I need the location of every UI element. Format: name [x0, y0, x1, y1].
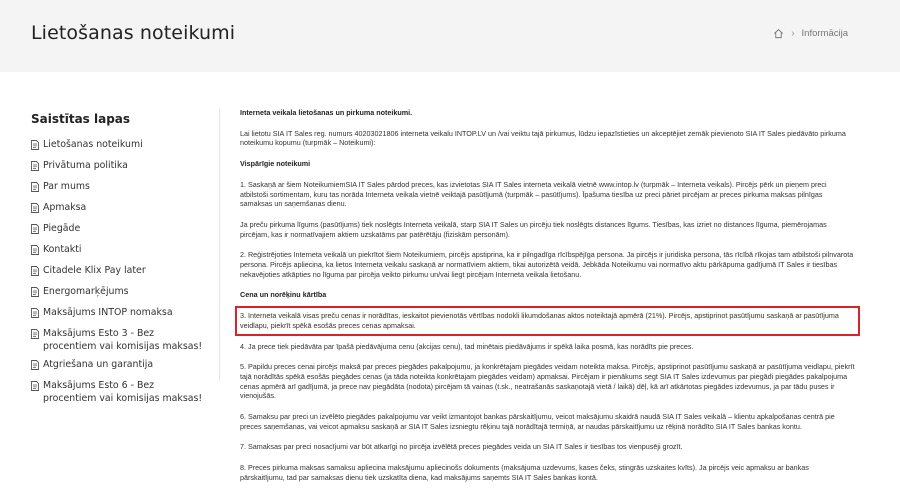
paragraph-3-highlighted: 3. Interneta veikalā visas preču cenas ir norādītas, ieskaitot pievienotās vērtības nodokli likumdošanas aktos noteiktajā apmērā (21%). Pircējs, apstiprinot pasūtījumu saskaņā ar pasūtījuma veidlapu, piekrīt spēkā esošās preces cenas apmaksai.	[240, 311, 855, 330]
document-icon	[31, 360, 39, 374]
paragraph-4: 4. Ja prece tiek piedāvāta par īpašā piedāvājuma cenu (akcijas cenu), tad minētais piedāvājums ir spēkā laika posmā, kas norādīts pie preces.	[240, 341, 694, 351]
content-heading: Interneta veikala lietošanas un pirkuma noteikumi.	[240, 108, 413, 117]
divider	[219, 109, 220, 381]
sidebar-link-label: Apmaksa	[43, 202, 87, 213]
sidebar-list	[31, 138, 206, 405]
document-icon	[31, 140, 39, 154]
paragraph-1b: Ja preču pirkuma līgums (pasūtījums) tiek noslēgts Interneta veikalā, starp SIA IT Sales un pircēju tiek noslēgts distances līgums. Tiesības, kas izriet no distances līguma, piemērojamas pircējam, kas ir normatīvajiem aktiem uzskatāms par patērētāju (fiziskām personām).	[240, 219, 827, 239]
document-icon	[31, 329, 39, 343]
sidebar	[31, 112, 206, 410]
breadcrumb	[773, 28, 848, 39]
paragraph-5: 5. Papildu preces cenai pircējs maksā par preces piegādes pakalpojumu, ja konkrētajam piegādes veidam noteikta maksa. Pircējs, apstiprinot pasūtījumu saskaņā ar pasūtījuma veidlapu, piekrīt tajā norādītās spēkā esošās piegādes cenas (ja tāda noteikta konkrētajam piegādes veidam) apmaksai. Pircējam ir pienākums segt SIA IT Sales izdevumus par piegādi piegādes pakalpojuma cenas apmērā arī gadījumā, ja prece nav piegādāta (nodota) pircējam tā vainas (t.sk., neatrašanās saskaņotajā vietā / laikā) dēļ, kā arī atkārtotas piegādes izdevumus, ja par tādu puses ir vienojušās.	[240, 362, 855, 401]
sidebar-title: Saistītas lapas	[31, 112, 131, 126]
main-content	[240, 108, 855, 494]
sidebar-link[interactable]	[31, 159, 206, 175]
page-header	[0, 0, 900, 72]
document-icon	[31, 161, 39, 175]
document-icon	[31, 224, 39, 238]
paragraph-6: 6. Samaksu par preci un izvēlēto piegādes pakalpojumu var veikt izmantojot bankas pārskaitījumu, veicot maksājumu skaidrā naudā SIA IT Sales veikalā – klientu apkalpošanas centrā pie preces saņemšanas, vai veicot apmaksu saskaņā ar SIA IT Sales izsniegtu rēķinu tajā norādītajā termiņā, ar naudas pārskaitījumu uz rēķinā norādīto SIA IT Sales bankas kontu.	[240, 412, 835, 431]
sidebar-link[interactable]	[31, 180, 206, 196]
document-icon	[31, 381, 39, 395]
sidebar-link[interactable]	[31, 358, 206, 374]
sidebar-link[interactable]	[31, 243, 206, 259]
sidebar-link-label: Par mums	[43, 181, 90, 192]
breadcrumb-current: Informācija	[801, 28, 848, 39]
sidebar-link[interactable]	[31, 201, 206, 217]
paragraph-8: 8. Preces pirkuma maksas samaksu apliecina maksājumu apliecinošs dokuments (maksājuma uzdevums, kases čeks, stingrās uzskaites kvīts). Ja pircējs veic apmaksu ar bankas pārskaitījumu, tad par samaksas dienu tiek uzskatīta diena, kad maksājums saņemts SIA IT Sales bankas kontā.	[240, 463, 809, 482]
sidebar-link-label: Privātuma politika	[43, 160, 128, 171]
page-title: Lietošanas noteikumi	[31, 22, 236, 44]
document-icon	[31, 308, 39, 322]
sidebar-link[interactable]	[31, 379, 206, 405]
paragraph-7: 7. Samaksas par preci nosacījumi var būt atkarīgi no pircēja izvēlētā preces piegādes veida un SIA IT Sales ir tiesības tos vienpusēji grozīt.	[240, 442, 683, 452]
sidebar-link[interactable]	[31, 138, 206, 154]
sidebar-link-label: Citadele Klix Pay later	[43, 265, 146, 276]
sidebar-link-label: Atgriešana un garantija	[43, 359, 154, 370]
sidebar-link[interactable]	[31, 327, 206, 353]
chevron-right-icon: ›	[791, 28, 795, 39]
intro-paragraph: Lai lietotu SIA IT Sales reg. numurs 40203021806 interneta veikalu INTOP.LV un /vai veiktu tajā pirkumus, lūdzu iepazīstieties un akceptējiet zemāk pievienoto SIA IT Sales piedāvāto pirkuma noteikumu kopumu (turpmāk – Noteikumi):	[240, 128, 846, 148]
document-icon	[31, 203, 39, 217]
sidebar-link-label: Maksājums INTOP nomaksa	[43, 307, 173, 318]
sidebar-link[interactable]	[31, 264, 206, 280]
sidebar-link-label: Energomarķējums	[43, 286, 129, 297]
sidebar-link-label: Maksājums Esto 6 - Bez procentiem vai komisijas maksas!	[43, 380, 203, 404]
sidebar-link[interactable]	[31, 222, 206, 238]
sidebar-link-label: Lietošanas noteikumi	[43, 139, 143, 150]
section-title-general: Vispārīgie noteikumi	[240, 159, 311, 169]
sidebar-link-label: Piegāde	[43, 223, 81, 234]
sidebar-link[interactable]	[31, 285, 206, 301]
paragraph-2: 2. Reģistrējoties Interneta veikalā un piekrītot šiem Noteikumiem, pircējs apstiprina, ka ir pilngadīga rīcībspējīga persona. Ja pircējs ir juridiska persona, tās rīcībā rīkojas tam atbilstoši pilnvarota persona. Pircējs apliecina, ka lietos Interneta veikalu saskaņā ar normatīviem aktiem, tikai autorizētā veidā. Jebkāda Noteikumu vai normatīvo aktu pārkāpuma gadījumā IT Sales ir tiesības nekavējoties atkāpties no līguma par pircēja veikto pirkumu un/vai liegt pircējam Interneta veikala lietošanu.	[240, 250, 854, 279]
sidebar-link[interactable]	[31, 306, 206, 322]
section-title-price: Cena un norēķinu kārtība	[240, 290, 327, 300]
paragraph-1: 1. Saskaņā ar šiem NoteikumiemSIA IT Sales pārdod preces, kas izvietotas SIA IT Sales interneta veikalā vietnē www.intop.lv (turpmāk – Interneta veikals). Pircējs pērk un pieņem preci atbilstoši sortimentam, kuru tas norāda Interneta veikala vietnē veiktajā pasūtījumā (turpmāk – pasūtījums). Īpašuma tiesība uz preci pāriet pircējam ar preces pirkuma maksas pilnīgas samaksas un saņemšanas dienu.	[240, 179, 827, 209]
home-icon[interactable]	[773, 28, 784, 39]
document-icon	[31, 287, 39, 301]
document-icon	[31, 182, 39, 196]
sidebar-link-label: Maksājums Esto 3 - Bez procentiem vai komisijas maksas!	[43, 328, 203, 352]
document-icon	[31, 266, 39, 280]
sidebar-link-label: Kontakti	[43, 244, 82, 255]
document-icon	[31, 245, 39, 259]
